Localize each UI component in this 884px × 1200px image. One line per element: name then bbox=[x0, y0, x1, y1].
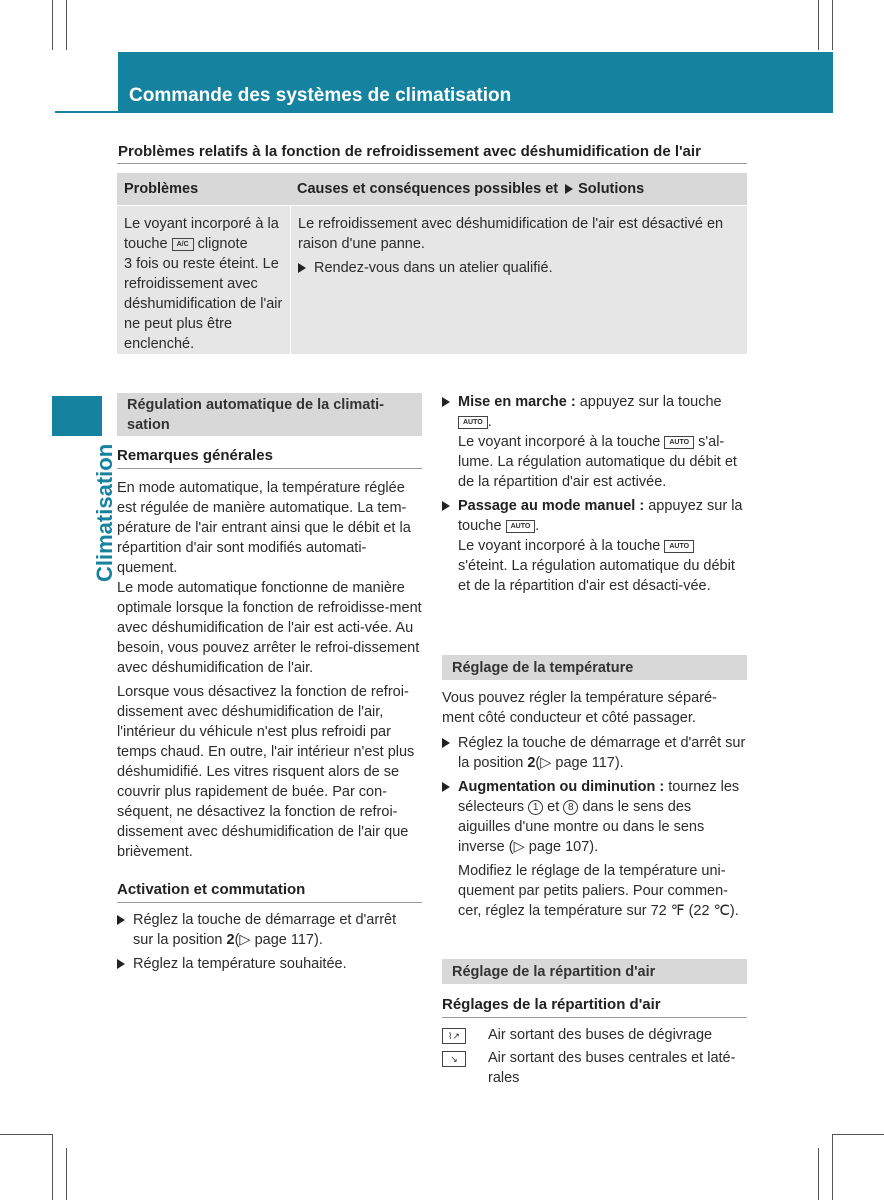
distribution-item bbox=[442, 1048, 747, 1086]
list-item-on bbox=[442, 392, 747, 492]
bullet-arrow-icon bbox=[442, 738, 450, 748]
subheading-rule bbox=[442, 1017, 747, 1018]
list-item-text bbox=[133, 910, 417, 950]
distribution-item-text: Air sortant des buses de dégivrage bbox=[488, 1027, 713, 1043]
auto-key-icon: AUTO bbox=[664, 436, 694, 449]
item-text: appuyez sur la touche bbox=[579, 394, 722, 410]
ac-key-icon: A/C bbox=[172, 238, 194, 251]
item-text-et: et bbox=[547, 799, 560, 815]
bullet-arrow-icon bbox=[442, 397, 450, 407]
paragraph: Lorsque vous désactivez la fonction de refroi-dissement avec déshumidification de l'air, l'intérieur du véhicule n'est plus refroidi par temps chaud. En outre, l'air intérieur n'est plus déshumidifié. Les vitres risquent alors de se couvrir plus rapidement de buée. Par con-séquent, ne désactivez la fonction de refroi-dissement avec déshumidification de l'air que brièvement. bbox=[117, 684, 415, 860]
table-cell-problem bbox=[117, 206, 290, 354]
solution-item bbox=[298, 258, 743, 278]
paragraph: Vous pouvez régler la température séparé-ment côté conducteur et côté passager. bbox=[442, 690, 717, 726]
list-item bbox=[117, 910, 417, 950]
page-reference: (▷ page 117). bbox=[535, 755, 624, 771]
bullet-arrow-icon bbox=[117, 915, 125, 925]
list-item bbox=[442, 777, 747, 857]
subheading-distribution: Réglages de la répartition d'air bbox=[442, 996, 661, 1013]
header-separator bbox=[117, 78, 118, 111]
paragraph: Le mode automatique fonctionne de manière optimale lorsque la fonction de refroidisse-ment avec déshumidification de l'air est acti-vée. Au besoin, vous pouvez arrêter le refroi-dissement avec déshumidification de l'air. bbox=[117, 580, 422, 676]
solution-text: Rendez-vous dans un atelier qualifié. bbox=[314, 260, 553, 276]
selector-1-icon: 1 bbox=[528, 800, 543, 815]
crop-mark bbox=[52, 1134, 53, 1200]
table-cell-cause bbox=[291, 206, 747, 354]
distribution-item-text: Air sortant des buses centrales et laté-rales bbox=[488, 1050, 736, 1086]
list-item-text-a: Réglez la touche de démarrage et d'arrêt sur la position bbox=[458, 735, 746, 771]
auto-key-icon: AUTO bbox=[458, 416, 488, 429]
bullet-arrow-icon bbox=[298, 263, 306, 273]
crop-mark bbox=[66, 1148, 67, 1200]
crop-mark bbox=[832, 0, 833, 50]
crop-mark bbox=[52, 0, 53, 50]
bullet-arrow-icon bbox=[442, 501, 450, 511]
item-desc-b: s'éteint. La régulation automatique du débit et de la répartition d'air est désacti-vée. bbox=[458, 558, 735, 594]
list-item-text: Réglez la température souhaitée. bbox=[133, 956, 347, 972]
bullet-arrow-icon bbox=[117, 959, 125, 969]
item-text-a: tournez les sélecteurs bbox=[458, 779, 740, 815]
list-item-text: Passage au mode manuel : appuyez sur la touche AUTO . Le voyant incorporé à la touche AUTO s'éteint. La régulation automatique du débit et de la répartition d'air est désacti-vée. bbox=[458, 498, 743, 594]
item-label: Mise en marche : bbox=[458, 394, 576, 410]
item-label: Passage au mode manuel : bbox=[458, 498, 645, 514]
item-desc-a: Le voyant incorporé à la touche bbox=[458, 434, 661, 450]
list-item-text bbox=[458, 733, 747, 773]
crop-mark bbox=[818, 1148, 819, 1200]
section-heading-auto: Régulation automatique de la climati-sation bbox=[117, 393, 422, 436]
list-item bbox=[117, 954, 417, 974]
section-heading-distribution: Réglage de la répartition d'air bbox=[442, 959, 747, 984]
page-reference: (▷ page 117). bbox=[234, 932, 323, 948]
table-title: Problèmes relatifs à la fonction de refroidissement avec déshumidification de l'air bbox=[118, 143, 701, 160]
subheading-rule bbox=[117, 468, 422, 469]
crop-mark bbox=[0, 1134, 52, 1135]
section-heading-temperature: Réglage de la température bbox=[442, 655, 747, 680]
item-text-b: dans le sens des aiguilles d'une montre ou dans le sens inverse (▷ page 107). bbox=[458, 799, 705, 855]
list-item bbox=[442, 733, 747, 773]
list-item-text-a: Réglez la touche de démarrage et d'arrêt sur la position bbox=[133, 912, 397, 948]
column-header-causes-text: Causes et conséquences possibles et bbox=[297, 181, 559, 197]
table-title-rule bbox=[117, 163, 747, 164]
cause-text: Le refroidissement avec déshumidification de l'air est désactivé en raison d'une panne. bbox=[298, 216, 724, 252]
subheading-remarks: Remarques générales bbox=[117, 447, 273, 464]
item-desc-a: Le voyant incorporé à la touche bbox=[458, 538, 661, 554]
problem-text bbox=[124, 214, 286, 354]
table-header bbox=[117, 173, 747, 205]
problem-text-line2: touche bbox=[124, 236, 168, 252]
page-title: Commande des systèmes de climatisation bbox=[129, 85, 512, 106]
problem-text-line2b: clignote bbox=[197, 236, 248, 252]
auto-key-icon: AUTO bbox=[664, 540, 694, 553]
position-value: 2 bbox=[226, 932, 235, 948]
problem-text-line1: Le voyant incorporé à la bbox=[124, 216, 279, 232]
list-item-text: Mise en marche : appuyez sur la touche AUTO . Le voyant incorporé à la touche AUTO s'al-lume. La régulation automatique du débit et de la répartition d'air est activée. bbox=[458, 394, 737, 490]
defrost-vent-icon: ⌇↗ bbox=[442, 1028, 466, 1044]
item-desc-b: s'al-lume. La régulation automatique du débit et de la répartition d'air est activée. bbox=[458, 434, 737, 490]
side-tab-marker bbox=[52, 396, 102, 436]
center-side-vent-icon: ↘ bbox=[442, 1051, 466, 1067]
column-header-causes bbox=[297, 181, 644, 197]
page-number: 110 bbox=[62, 86, 90, 105]
paragraph-note: Modifiez le réglage de la température uni-quement par petits paliers. Pour commen-cer, réglez la température sur 72 ℉ (22 ℃). bbox=[458, 863, 739, 919]
item-label: Augmentation ou diminution : bbox=[458, 779, 665, 795]
arrow-icon bbox=[565, 184, 573, 194]
distribution-item bbox=[442, 1025, 747, 1045]
position-value: 2 bbox=[527, 755, 536, 771]
selector-8-icon: 8 bbox=[563, 800, 578, 815]
crop-mark bbox=[832, 1134, 833, 1200]
subheading-rule bbox=[117, 902, 422, 903]
subheading-activation: Activation et commutation bbox=[117, 881, 306, 898]
column-header-solutions-text: Solutions bbox=[578, 181, 645, 197]
crop-mark bbox=[66, 0, 67, 50]
paragraph: En mode automatique, la température réglée est régulée de manière automatique. La tem-pérature de l'air entrant ainsi que le débit et la répartition d'air sont modifiés automati-quement. bbox=[117, 480, 411, 576]
list-item-manual bbox=[442, 496, 747, 596]
auto-key-icon: AUTO bbox=[506, 520, 536, 533]
column-header-problems: Problèmes bbox=[124, 181, 199, 197]
bullet-arrow-icon bbox=[442, 782, 450, 792]
side-tab-label: Climatisation bbox=[92, 443, 117, 582]
list-item-text bbox=[458, 777, 747, 857]
crop-mark bbox=[832, 1134, 884, 1135]
header-rule bbox=[55, 111, 833, 113]
item-text: appuyez sur la touche bbox=[458, 498, 743, 534]
crop-mark bbox=[818, 0, 819, 50]
problem-text-rest: 3 fois ou reste éteint. Le refroidissement avec déshumidification de l'air ne peut plus être enclenché. bbox=[124, 256, 283, 352]
